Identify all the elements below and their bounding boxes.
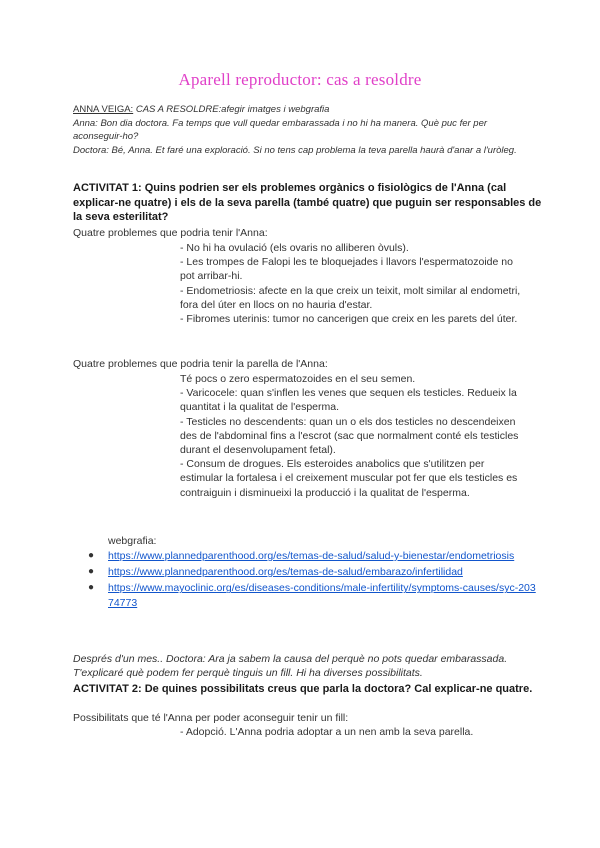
list-item: - Les trompes de Falopi les te bloquejades i llavors l'espermatozoide no pot arribar-hi. xyxy=(180,256,513,283)
case-heading-line xyxy=(73,103,533,117)
list-item: - Varicocele: quan s'inflen les venes que sequen els testicles. Redueix la quantitat i la qualitat de l'esperma. xyxy=(180,387,517,414)
partner-problems-intro: Quatre problemes que podria tenir la parella de l'Anna: xyxy=(73,358,328,370)
document-title: Aparell reproductor: cas a resoldre xyxy=(178,70,422,89)
case-heading: ANNA VEIGA: xyxy=(73,104,134,115)
webgrafia-item xyxy=(88,581,538,609)
dialogue-anna: Anna: Bon dia doctora. Fa temps que vull quedar embarassada i no hi ha manera. Què puc fer per aconseguir-ho? xyxy=(73,117,488,142)
bullet-icon: ● xyxy=(88,582,95,594)
dialogue-doctor: Doctora: Bé, Anna. Et faré una exploració. Si no tens cap problema la teva parella haurà d'anar a l'uròleg. xyxy=(73,144,517,156)
anna-options-intro: Possibilitats que té l'Anna per poder aconseguir tenir un fill: xyxy=(73,712,349,724)
partner-problems-list xyxy=(180,372,525,500)
later-dialogue: Després d'un mes.. Doctora: Ara ja sabem la causa del perquè no pots quedar embarassada. T'explicaré què podem fer perquè tinguis un fill. Hi ha diverses possibilitats. xyxy=(73,653,508,680)
anna-problems-intro: Quatre problemes que podria tenir l'Anna: xyxy=(73,227,268,239)
list-item: - Adopció. L'Anna podria adoptar a un nen amb la seva parella. xyxy=(180,726,474,738)
case-heading-note: CAS A RESOLDRE:afegir imatges i webgrafia xyxy=(133,104,330,115)
case-intro xyxy=(73,103,533,157)
list-item: Té pocs o zero espermatozoides en el seu semen. xyxy=(180,373,416,385)
anna-options-list xyxy=(180,725,525,739)
webgrafia-item xyxy=(88,549,538,563)
webgrafia-item xyxy=(88,565,538,579)
list-item: - Fibromes uterinis: tumor no cancerigen que creix en les parets del úter. xyxy=(180,313,518,326)
list-item: - Consum de drogues. Els esteroides anabolics que s'utilitzen per estimular la fortalesa i el creixement muscular pot fer que els testicles es contraiguin i disminueixi la producció i la qualitat de l'esperma. xyxy=(180,458,518,499)
webgrafia-label: webgrafia: xyxy=(108,535,157,547)
anna-problems-list xyxy=(180,241,525,326)
activity1-heading: ACTIVITAT 1: Quins podrien ser els problemes orgànics o fisiològics de l'Anna (cal explicar-ne quatre) i els de la seva parella (també quatre) que puguin ser responsables de la seva esterilitat? xyxy=(73,182,542,223)
webgrafia-link[interactable]: https://www.mayoclinic.org/es/diseases-conditions/male-infertility/symptoms-causes/syc-20374773 xyxy=(108,582,536,609)
webgrafia-link[interactable]: https://www.plannedparenthood.org/es/temas-de-salud/salud-y-bienestar/endometriosis xyxy=(108,550,515,562)
bullet-icon: ● xyxy=(88,566,95,578)
list-item: - No hi ha ovulació (els ovaris no alliberen òvuls). xyxy=(180,242,409,254)
bullet-icon: ● xyxy=(88,550,95,561)
activity2-heading: ACTIVITAT 2: De quines possibilitats creus que parla la doctora? Cal explicar-ne quatre. xyxy=(73,683,533,695)
webgrafia-link[interactable]: https://www.plannedparenthood.org/es/temas-de-salud/embarazo/infertilidad xyxy=(108,566,463,579)
list-item: - Endometriosis: afecte en la que creix un teixit, molt similar al endometri, fora del úter en llocs on no hauria d'estar. xyxy=(180,284,521,311)
webgrafia-list xyxy=(88,549,538,612)
list-item: - Testicles no descendents: quan un o els dos testicles no descendeixen des de l'abdominal fins a l'escrot (sac que normalment conté els testicles durant el desenvolupament fetal). xyxy=(180,415,519,457)
